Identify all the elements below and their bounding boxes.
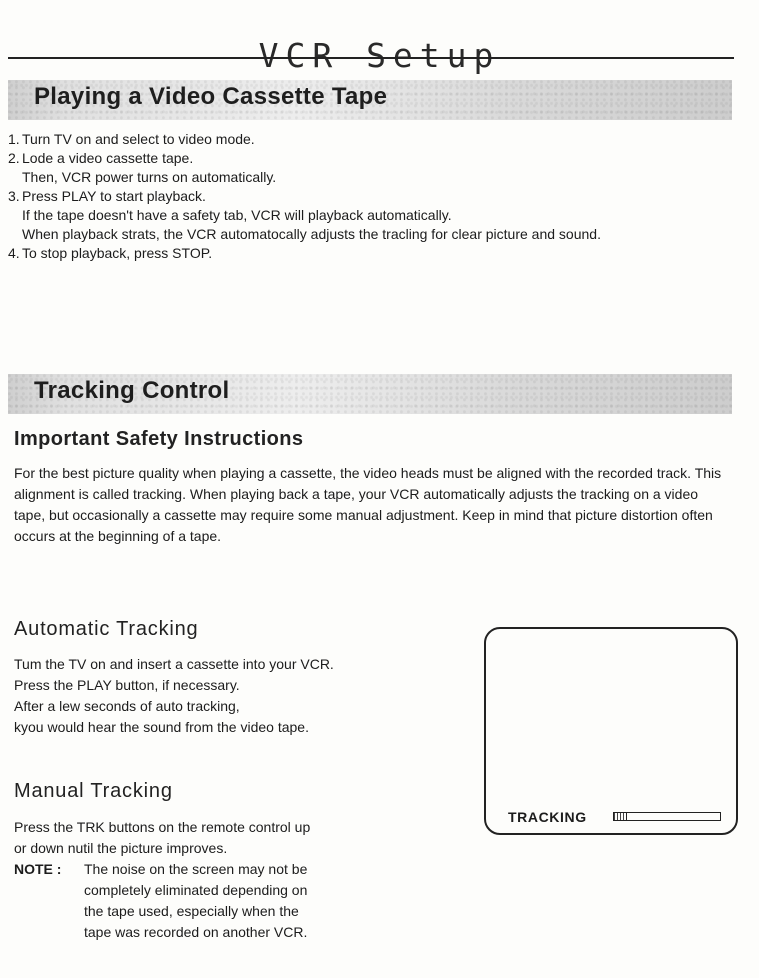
step-item — [8, 187, 738, 244]
note — [14, 859, 394, 943]
step-number: 2. — [8, 150, 20, 166]
text-line: Press the PLAY button, if necessary. — [14, 677, 240, 693]
safety-heading: Important Safety Instructions — [14, 428, 304, 450]
step-text: Then, VCR power turns on automatically. — [22, 169, 277, 185]
section-title-tracking: Tracking Control — [34, 377, 230, 404]
note-label: NOTE : — [14, 861, 62, 877]
section-banner-tracking — [8, 374, 732, 414]
manual-tracking-heading: Manual Tracking — [14, 780, 173, 802]
step-item — [8, 244, 738, 263]
text-line: completely eliminated depending on — [84, 882, 308, 898]
playback-steps — [8, 130, 738, 263]
step-text: Turn TV on and select to video mode. — [22, 131, 255, 147]
text-line: kyou would hear the sound from the video tape. — [14, 719, 309, 735]
page-title: VCR Setup — [258, 36, 501, 76]
automatic-tracking-heading: Automatic Tracking — [14, 618, 199, 640]
title-rule — [8, 57, 734, 59]
tv-screen-illustration — [484, 627, 738, 835]
text-line: Press the TRK buttons on the remote control up — [14, 819, 311, 835]
step-number: 4. — [8, 245, 20, 261]
text-line: the tape used, especially when the — [84, 903, 299, 919]
note-text — [84, 859, 394, 943]
text-line: After a lew seconds of auto tracking, — [14, 698, 240, 714]
automatic-tracking-paragraph — [14, 654, 454, 738]
step-number: 3. — [8, 188, 20, 204]
step-item — [8, 130, 738, 149]
step-text: Press PLAY to start playback. — [22, 188, 206, 204]
step-number: 1. — [8, 131, 20, 147]
text-line: Tum the TV on and insert a cassette into your VCR. — [14, 656, 334, 672]
step-text: When playback strats, the VCR automatocally adjusts the tracling for clear picture and sound. — [22, 226, 601, 242]
step-text: To stop playback, press STOP. — [22, 245, 213, 261]
step-text: Lode a video cassette tape. — [22, 150, 194, 166]
tracking-bar-fill — [614, 813, 627, 820]
tracking-bar — [613, 812, 721, 821]
manual-tracking-paragraph — [14, 817, 434, 859]
text-line: tape was recorded on another VCR. — [84, 924, 308, 940]
section-title-playing: Playing a Video Cassette Tape — [34, 83, 388, 110]
text-line: The noise on the screen may not be — [84, 861, 308, 877]
step-item — [8, 149, 738, 187]
step-text: If the tape doesn't have a safety tab, VCR will playback automatically. — [22, 207, 452, 223]
section-banner-playing — [8, 80, 732, 120]
text-line: or down nutil the picture improves. — [14, 840, 228, 856]
tracking-label: TRACKING — [508, 809, 587, 825]
safety-paragraph: For the best picture quality when playing a cassette, the video heads must be aligned with the recorded track. This alignment is called tracking. When playing back a tape, your VCR automatically adjusts the tracking on a video tape, but occasionally a cassette may require some manual adjustment. Keep in mind that picture distortion often occurs at the beginning of a tape. — [14, 465, 722, 544]
